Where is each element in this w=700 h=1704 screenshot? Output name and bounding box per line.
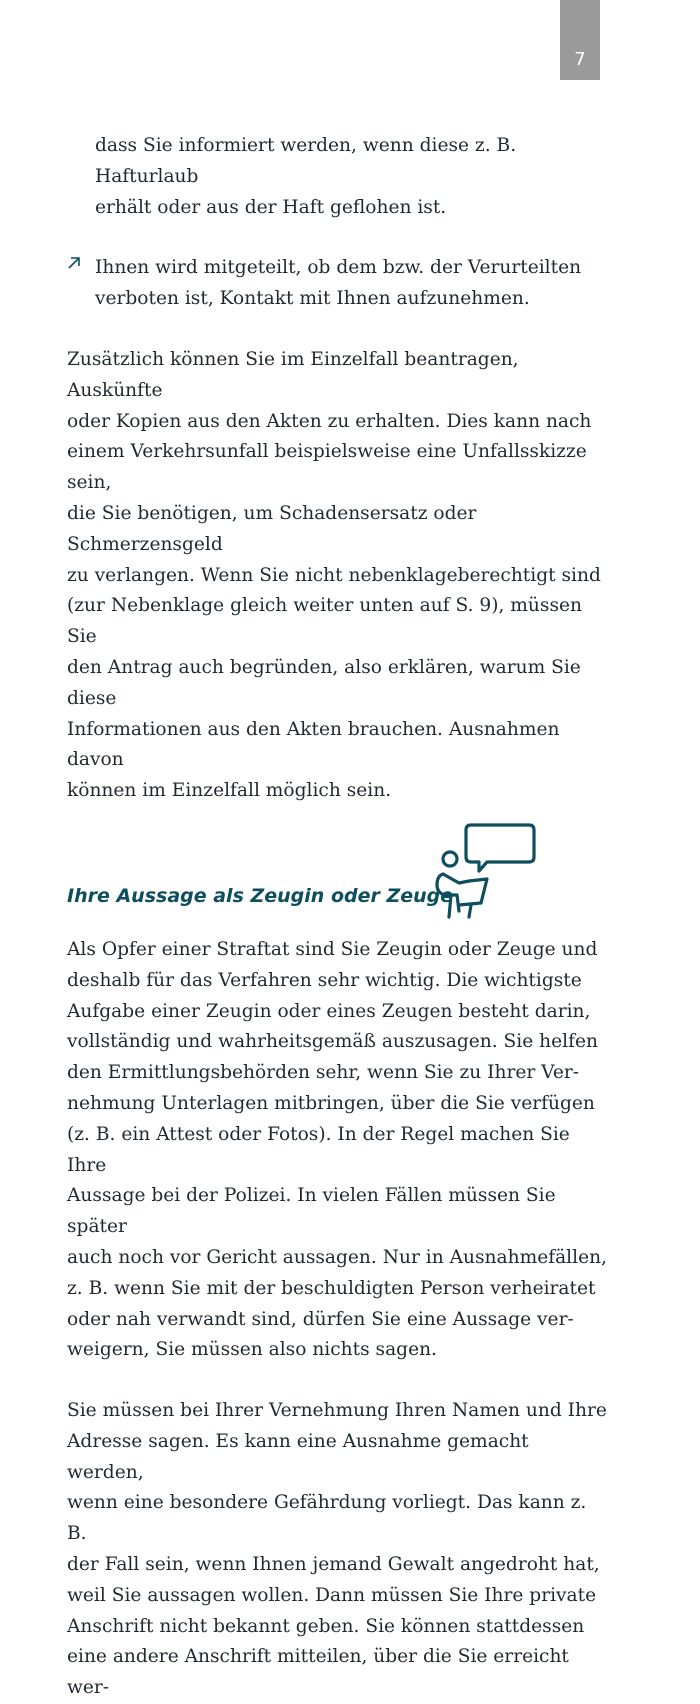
- text-line: oder nah verwandt sind, dürfen Sie eine Aussage ver-: [67, 1308, 574, 1330]
- text-line: der Fall sein, wenn Ihnen jemand Gewalt angedroht hat,: [67, 1554, 600, 1576]
- text-line: den Antrag auch begründen, also erklären, warum Sie diese: [67, 656, 581, 709]
- text-line: (zur Nebenklage gleich weiter unten auf S. 9), müssen Sie: [67, 595, 582, 648]
- text-line: Aussage bei der Polizei. In vielen Fällen müssen Sie später: [67, 1185, 556, 1238]
- text-line: können im Einzelfall möglich sein.: [67, 780, 392, 802]
- page-number-tab: [560, 0, 600, 80]
- paragraph-witness-role: [67, 935, 607, 1366]
- bullet-item: [95, 253, 607, 315]
- text-line: z. B. wenn Sie mit der beschuldigten Person verheiratet: [67, 1277, 596, 1299]
- text-line: zu verlangen. Wenn Sie nicht nebenklageberechtigt sind: [67, 564, 601, 586]
- text-line: (z. B. ein Attest oder Fotos). In der Regel machen Sie Ihre: [67, 1123, 570, 1176]
- page-content: [67, 131, 607, 1704]
- text-line: oder Kopien aus den Akten zu erhalten. Dies kann nach: [67, 410, 592, 432]
- text-line: Informationen aus den Akten brauchen. Ausnahmen davon: [67, 718, 560, 771]
- paragraph-access-files: [67, 345, 607, 807]
- text-line: weigern, Sie müssen also nichts sagen.: [67, 1339, 437, 1361]
- paragraph-name-address: [67, 1396, 607, 1704]
- text-line: erhält oder aus der Haft geflohen ist.: [95, 196, 447, 218]
- section-header: [67, 813, 607, 923]
- text-line: einem Verkehrsunfall beispielsweise eine Unfallsskizze sein,: [67, 441, 587, 494]
- text-line: eine andere Anschrift mitteilen, über die Sie erreicht wer-: [67, 1646, 569, 1699]
- text-line: deshalb für das Verfahren sehr wichtig. Die wichtigste: [67, 969, 582, 991]
- text-line: Adresse sagen. Es kann eine Ausnahme gemacht werden,: [67, 1430, 529, 1483]
- text-line: verboten ist, Kontakt mit Ihnen aufzunehmen.: [95, 288, 530, 310]
- text-line: vollständig und wahrheitsgemäß auszusagen. Sie helfen: [67, 1031, 598, 1053]
- arrow-up-right-icon: [67, 256, 81, 270]
- text-line: Als Opfer einer Straftat sind Sie Zeugin oder Zeuge und: [67, 938, 598, 960]
- text-line: den Ermittlungsbehörden sehr, wenn Sie zu Ihrer Ver-: [67, 1062, 580, 1084]
- text-line: Sie müssen bei Ihrer Vernehmung Ihren Namen und Ihre: [67, 1400, 607, 1422]
- continuation-text: [95, 131, 607, 223]
- text-line: dass Sie informiert werden, wenn diese z. B. Hafturlaub: [95, 135, 517, 187]
- text-line: nehmung Unterlagen mitbringen, über die Sie verfügen: [67, 1092, 595, 1114]
- witness-speech-icon: [429, 821, 539, 921]
- text-line: die Sie benötigen, um Schadensersatz oder Schmerzensgeld: [67, 502, 477, 555]
- text-line: auch noch vor Gericht aussagen. Nur in Ausnahmefällen,: [67, 1246, 607, 1268]
- page-number: 7: [574, 49, 586, 70]
- text-line: Anschrift nicht bekannt geben. Sie können stattdessen: [67, 1615, 585, 1637]
- text-line: Zusätzlich können Sie im Einzelfall beantragen, Auskünfte: [67, 348, 519, 401]
- text-line: Aufgabe einer Zeugin oder eines Zeugen besteht darin,: [67, 1000, 591, 1022]
- section-heading: Ihre Aussage als Zeugin oder Zeuge: [67, 884, 454, 907]
- text-line: weil Sie aussagen wollen. Dann müssen Sie Ihre private: [67, 1584, 597, 1606]
- text-line: wenn eine besondere Gefährdung vorliegt. Das kann z. B.: [67, 1492, 587, 1545]
- text-line: Ihnen wird mitgeteilt, ob dem bzw. der Verurteilten: [95, 257, 582, 279]
